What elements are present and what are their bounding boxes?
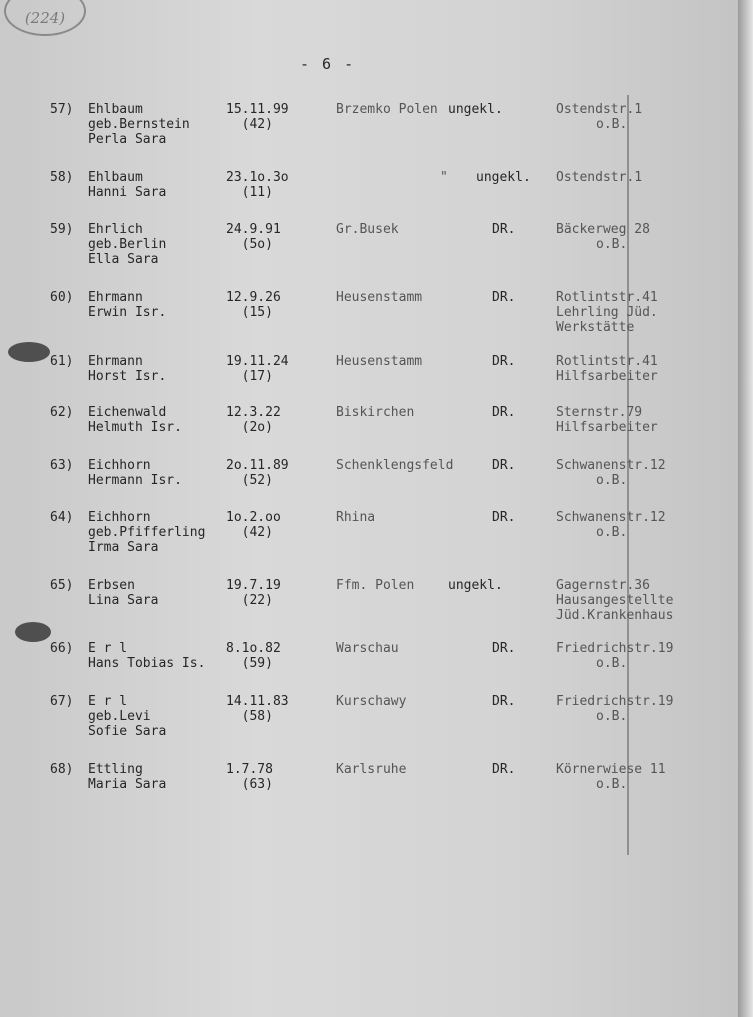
address-line: Rotlintstr.41: [556, 354, 658, 369]
person-name-line: Ella Sara: [88, 252, 159, 267]
nationality-status-line: DR.: [492, 694, 516, 709]
birth-date-line: (42): [226, 117, 273, 132]
birth-place-line: Brzemko Polen: [336, 102, 438, 117]
entry-number: [50, 405, 73, 420]
entry-number: [50, 222, 73, 237]
birth-date-line: 2o.11.89: [226, 458, 289, 473]
person-name-line: geb.Pfifferling: [88, 525, 206, 540]
birth-place: [336, 222, 399, 237]
address: [556, 290, 658, 335]
person-name-line: Ehlbaum: [88, 102, 143, 117]
nationality-status: [492, 405, 515, 420]
page-edge: [738, 0, 753, 1017]
entry-number: [50, 762, 73, 777]
person-name: [88, 102, 190, 147]
birth-place: [336, 510, 375, 525]
birth-date-line: (52): [226, 473, 273, 488]
birth-place-line: Gr.Busek: [336, 222, 399, 237]
birth-date-line: 15.11.99: [226, 102, 289, 117]
birth-place: [336, 405, 414, 420]
entry-number: [50, 354, 73, 369]
person-name-line: Eichhorn: [88, 458, 151, 473]
entry-number-line: 59): [50, 222, 74, 237]
birth-date-line: (22): [226, 593, 273, 608]
person-name: [88, 641, 205, 671]
address: [556, 641, 673, 671]
entry-number-line: 57): [50, 102, 74, 117]
person-name-line: Hanni Sara: [88, 185, 167, 200]
birth-date-line: 24.9.91: [226, 222, 281, 237]
entry-number-line: 60): [50, 290, 74, 305]
nationality-status: [492, 641, 515, 656]
birth-date: [226, 641, 281, 671]
person-name: [88, 290, 166, 320]
person-name: [88, 578, 158, 608]
nationality-status-line: DR.: [492, 458, 516, 473]
birth-date: [226, 170, 289, 200]
person-name-line: Eichhorn: [88, 510, 151, 525]
birth-date-line: (5o): [226, 237, 273, 252]
entry-number-line: 68): [50, 762, 74, 777]
nationality-status-line: ungekl.: [448, 102, 503, 117]
address-line: o.B.: [596, 473, 628, 488]
nationality-status: [448, 102, 503, 117]
birth-place: [336, 290, 422, 305]
entry-number-line: 67): [50, 694, 74, 709]
address-line: o.B.: [596, 117, 628, 132]
address-line: Werkstätte: [556, 320, 635, 335]
entry-number-line: 64): [50, 510, 74, 525]
entry-number: [50, 641, 73, 656]
birth-place: [336, 354, 422, 369]
birth-date: [226, 694, 289, 724]
nationality-status: [492, 354, 515, 369]
birth-date-line: 14.11.83: [226, 694, 289, 709]
nationality-status-line: DR.: [492, 354, 516, 369]
register-entry: [0, 222, 738, 282]
register-entry: [0, 290, 738, 350]
entry-number: [50, 170, 73, 185]
person-name-line: Ehlbaum: [88, 170, 143, 185]
address-line: Ostendstr.1: [556, 170, 643, 185]
address-line: Schwanenstr.12: [556, 458, 666, 473]
address: [556, 694, 673, 724]
birth-place-line: Warschau: [336, 641, 399, 656]
birth-date-line: (42): [226, 525, 273, 540]
person-name-line: Hans Tobias Is.: [88, 656, 206, 671]
entry-number-line: 65): [50, 578, 74, 593]
entry-number-line: 61): [50, 354, 74, 369]
birth-date-line: (59): [226, 656, 273, 671]
address: [556, 578, 673, 623]
address-line: Friedrichstr.19: [556, 694, 674, 709]
person-name-line: E r l: [88, 694, 128, 709]
birth-date-line: 1.7.78: [226, 762, 273, 777]
person-name-line: Ettling: [88, 762, 143, 777]
birth-place-line: Heusenstamm: [336, 354, 423, 369]
birth-place-line: Heusenstamm: [336, 290, 423, 305]
address-line: Schwanenstr.12: [556, 510, 666, 525]
person-name-line: Sofie Sara: [88, 724, 167, 739]
birth-date-line: (58): [226, 709, 273, 724]
address: [556, 102, 642, 132]
birth-place: [336, 458, 453, 473]
birth-place: [336, 762, 406, 777]
nationality-status: [492, 290, 515, 305]
nationality-status: [492, 458, 515, 473]
nationality-status-line: DR.: [492, 290, 516, 305]
nationality-status-line: DR.: [492, 762, 516, 777]
register-entry: [0, 170, 738, 230]
register-entry: [0, 510, 738, 570]
entry-number: [50, 510, 73, 525]
person-name-line: Horst Isr.: [88, 369, 167, 384]
address-line: Jüd.Krankenhaus: [556, 608, 674, 623]
address-line: o.B.: [596, 237, 628, 252]
birth-date: [226, 222, 281, 252]
address: [556, 170, 642, 185]
address: [556, 222, 650, 252]
person-name-line: geb.Bernstein: [88, 117, 190, 132]
address-line: Hausangestellte: [556, 593, 674, 608]
address-line: Gagernstr.36: [556, 578, 650, 593]
person-name-line: Lina Sara: [88, 593, 159, 608]
person-name: [88, 354, 166, 384]
entry-number-line: 58): [50, 170, 74, 185]
entry-number: [50, 578, 73, 593]
person-name: [88, 405, 182, 435]
birth-date: [226, 354, 289, 384]
address-line: Lehrling Jüd.: [556, 305, 658, 320]
birth-place: [336, 694, 406, 709]
birth-date-line: (11): [226, 185, 273, 200]
person-name-line: Perla Sara: [88, 132, 167, 147]
entry-number: [50, 458, 73, 473]
birth-place: [336, 102, 438, 117]
address: [556, 354, 658, 384]
person-name-line: geb.Berlin: [88, 237, 167, 252]
address: [556, 510, 666, 540]
birth-date-line: (15): [226, 305, 273, 320]
person-name-line: Maria Sara: [88, 777, 167, 792]
birth-place: [336, 578, 414, 593]
person-name-line: Erwin Isr.: [88, 305, 167, 320]
birth-place-line: Ffm. Polen: [336, 578, 415, 593]
nationality-status-line: DR.: [492, 510, 516, 525]
birth-place-line: Biskirchen: [336, 405, 415, 420]
birth-date-line: 12.3.22: [226, 405, 281, 420]
birth-date: [226, 290, 281, 320]
entry-number: [50, 102, 73, 117]
birth-date: [226, 102, 289, 132]
entry-number-line: 63): [50, 458, 74, 473]
nationality-status-line: ungekl.: [448, 578, 503, 593]
birth-date-line: (17): [226, 369, 273, 384]
birth-date-line: 1o.2.oo: [226, 510, 281, 525]
birth-place: [440, 170, 448, 185]
entry-number: [50, 290, 73, 305]
birth-place-line: Karlsruhe: [336, 762, 407, 777]
birth-place-line: Schenklengsfeld: [336, 458, 454, 473]
register-entry: [0, 102, 738, 162]
page-number: - 6 -: [300, 55, 356, 73]
address: [556, 762, 666, 792]
birth-date: [226, 458, 289, 488]
birth-date-line: (2o): [226, 420, 273, 435]
address: [556, 405, 658, 435]
nationality-status: [492, 694, 515, 709]
nationality-status-line: DR.: [492, 405, 516, 420]
birth-date: [226, 405, 281, 435]
birth-date: [226, 762, 273, 792]
person-name-line: Ehrmann: [88, 290, 143, 305]
address-line: o.B.: [596, 656, 628, 671]
person-name: [88, 222, 166, 267]
nationality-status: [448, 578, 503, 593]
birth-date-line: 19.7.19: [226, 578, 281, 593]
person-name-line: Ehrmann: [88, 354, 143, 369]
register-entry: [0, 762, 738, 822]
birth-place: [336, 641, 399, 656]
address-line: o.B.: [596, 777, 628, 792]
person-name-line: Helmuth Isr.: [88, 420, 182, 435]
birth-date-line: (63): [226, 777, 273, 792]
birth-date: [226, 510, 281, 540]
person-name-line: Hermann Isr.: [88, 473, 182, 488]
register-entry: [0, 405, 738, 465]
nationality-status-line: ungekl.: [476, 170, 531, 185]
birth-place-line: Rhina: [336, 510, 376, 525]
address-line: Rotlintstr.41: [556, 290, 658, 305]
person-name-line: Irma Sara: [88, 540, 159, 555]
birth-date-line: 23.1o.3o: [226, 170, 289, 185]
address-line: o.B.: [596, 709, 628, 724]
person-name-line: Ehrlich: [88, 222, 143, 237]
person-name: [88, 762, 166, 792]
nationality-status: [492, 510, 515, 525]
nationality-status: [492, 762, 515, 777]
address-line: Ostendstr.1: [556, 102, 643, 117]
address-line: Friedrichstr.19: [556, 641, 674, 656]
person-name: [88, 510, 205, 555]
address-line: Körnerwiese 11: [556, 762, 666, 777]
entry-number-line: 66): [50, 641, 74, 656]
nationality-status: [492, 222, 515, 237]
person-name-line: Erbsen: [88, 578, 135, 593]
person-name-line: E r l: [88, 641, 128, 656]
birth-date-line: 19.11.24: [226, 354, 289, 369]
entry-number: [50, 694, 73, 709]
stamp-number: (224): [24, 9, 66, 27]
address-line: o.B.: [596, 525, 628, 540]
nationality-status: [476, 170, 531, 185]
entry-number-line: 62): [50, 405, 74, 420]
nationality-status-line: DR.: [492, 222, 516, 237]
address-line: Sternstr.79: [556, 405, 643, 420]
person-name-line: geb.Levi: [88, 709, 151, 724]
address-line: Bäckerweg 28: [556, 222, 650, 237]
birth-date-line: 8.1o.82: [226, 641, 281, 656]
person-name: [88, 694, 166, 739]
birth-place-line: ": [440, 170, 448, 185]
person-name-line: Eichenwald: [88, 405, 167, 420]
address-line: Hilfsarbeiter: [556, 369, 658, 384]
address: [556, 458, 666, 488]
register-entry: [0, 694, 738, 754]
birth-date-line: 12.9.26: [226, 290, 281, 305]
person-name: [88, 458, 182, 488]
nationality-status-line: DR.: [492, 641, 516, 656]
register-entry: [0, 458, 738, 518]
birth-date: [226, 578, 281, 608]
birth-place-line: Kurschawy: [336, 694, 407, 709]
register-entry: [0, 578, 738, 638]
register-entry: [0, 641, 738, 701]
address-line: Hilfsarbeiter: [556, 420, 658, 435]
person-name: [88, 170, 166, 200]
